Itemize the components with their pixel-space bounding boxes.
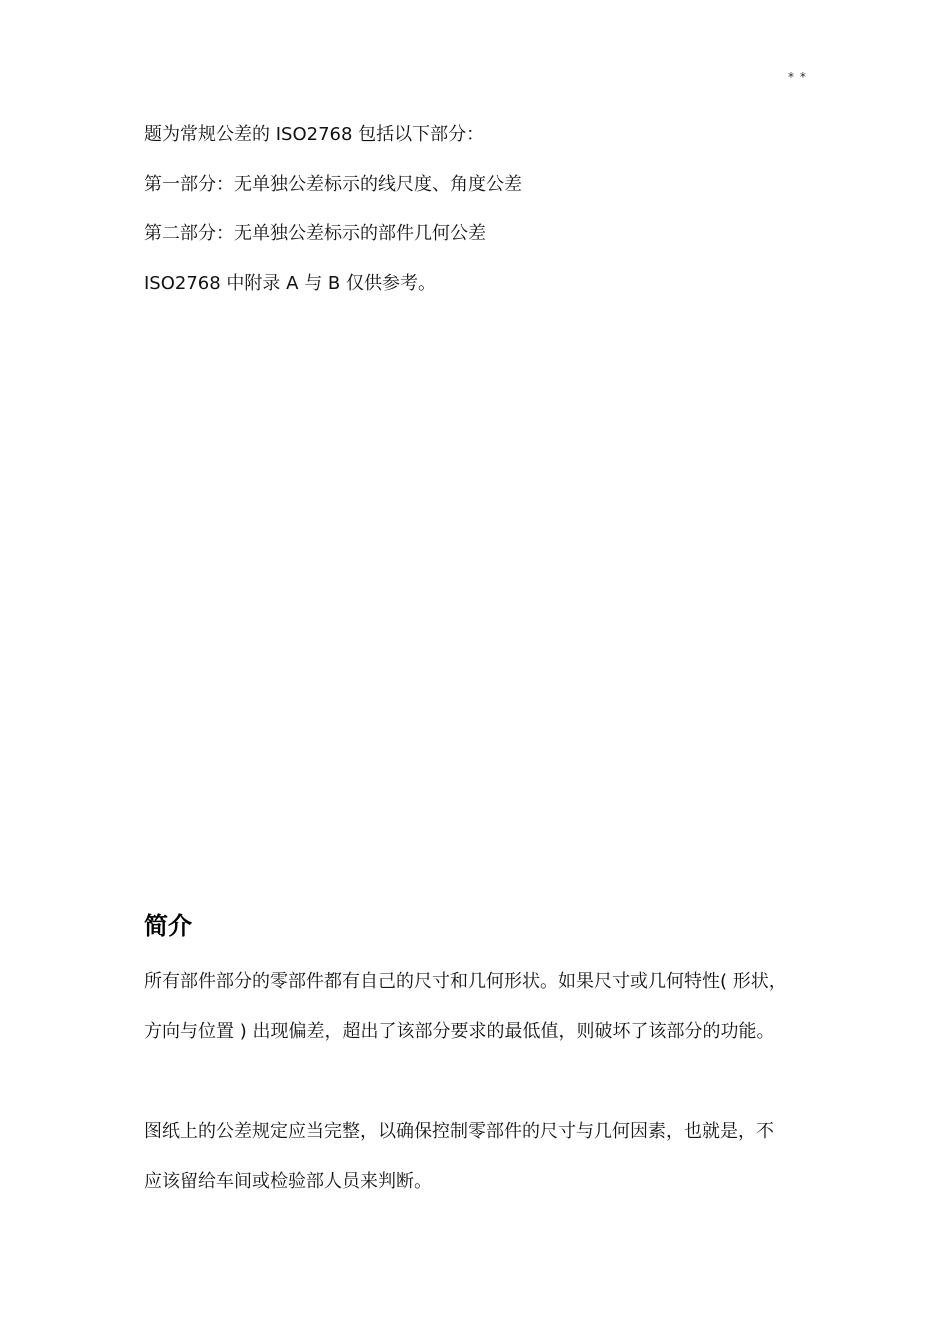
intro-line-2: 第一部分：无单独公差标示的线尺度、角度公差 (144, 174, 522, 195)
intro-line-3: 第二部分：无单独公差标示的部件几何公差 (144, 223, 486, 244)
paragraph-1-line-2: 方向与位置 ) 出现偏差，超出了该部分要求的最低值，则破坏了该部分的功能。 (144, 1021, 775, 1042)
paragraph-2-line-1: 图纸上的公差规定应当完整，以确保控制零部件的尺寸与几何因素，也就是，不 (144, 1121, 774, 1142)
paragraph-1-line-1: 所有部件部分的零部件都有自己的尺寸和几何形状。如果尺寸或几何特性( 形状， (144, 971, 787, 992)
intro-line-4: ISO2768 中附录 A 与 B 仅供参考。 (144, 273, 436, 294)
header-mark: * * (788, 70, 807, 84)
intro-line-1: 题为常规公差的 ISO2768 包括以下部分： (144, 124, 485, 145)
paragraph-2-line-2: 应该留给车间或检验部人员来判断。 (144, 1171, 432, 1192)
section-title: 简介 (144, 912, 192, 940)
